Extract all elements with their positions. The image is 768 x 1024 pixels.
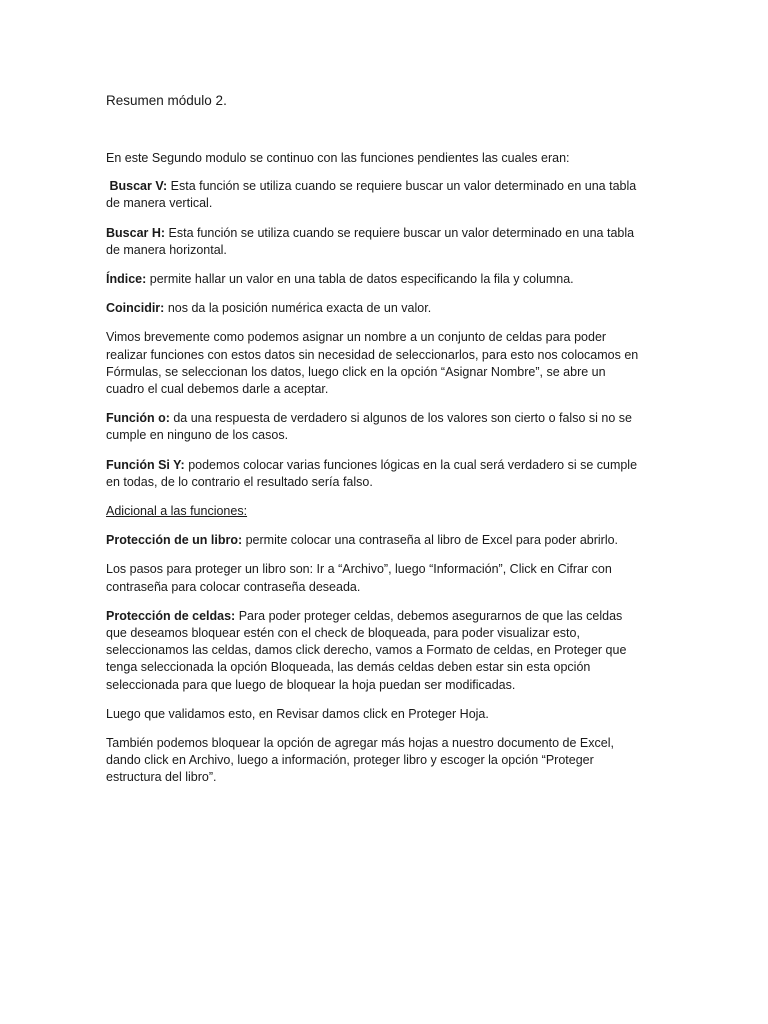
buscar-v-paragraph [106, 178, 646, 212]
coincidir-term: Coincidir: [106, 301, 165, 316]
indice-text: permite hallar un valor en una tabla de datos especificando la fila y columna. [146, 272, 574, 287]
funcion-si-y-term: Función Si Y: [106, 457, 185, 472]
buscar-v-text: Esta función se utiliza cuando se requiere buscar un valor determinado en una tabla de manera vertical. [106, 179, 637, 211]
funcion-o-term: Función o: [106, 411, 170, 426]
additional-heading: Adicional a las funciones: [106, 504, 248, 519]
structure-paragraph: También podemos bloquear la opción de agregar más hojas a nuestro documento de Excel, dando click en Archivo, luego a información, proteger libro y escoger la opción “Proteger estructura del libro”. [106, 736, 614, 785]
funcion-o-text: da una respuesta de verdadero si algunos de los valores son cierto o falso si no se cumple en ninguno de los casos. [106, 411, 632, 443]
intro-paragraph: En este Segundo modulo se continuo con las funciones pendientes las cuales eran: [106, 151, 570, 165]
book-protection-text: permite colocar una contraseña al libro de Excel para poder abrirlo. [242, 533, 619, 548]
funcion-o-paragraph [106, 410, 646, 444]
indice-term: Índice: [106, 272, 147, 287]
coincidir-paragraph [106, 300, 646, 317]
steps-paragraph: Los pasos para proteger un libro son: Ir a “Archivo”, luego “Información”, Click en Cifrar con contraseña para colocar contraseña deseada. [106, 562, 612, 594]
buscar-v-term: Buscar V: [109, 179, 168, 194]
cell-protection-term: Protección de celdas: [106, 608, 236, 623]
document-title: Resumen módulo 2. [106, 93, 227, 108]
coincidir-text: nos da la posición numérica exacta de un valor. [164, 301, 432, 316]
buscar-h-term: Buscar H: [106, 225, 166, 240]
buscar-h-text: Esta función se utiliza cuando se requiere buscar un valor determinado en una tabla de manera horizontal. [106, 225, 635, 257]
document-body [106, 150, 646, 799]
review-paragraph: Luego que validamos esto, en Revisar damos click en Proteger Hoja. [106, 706, 489, 721]
names-paragraph: Vimos brevemente como podemos asignar un nombre a un conjunto de celdas para poder realizar funciones con estos datos sin necesidad de seleccionarlos, para esto nos colocamos en Fórmulas, se seleccionan los datos, luego click en la opción “Asignar Nombre”, se abre un cuadro el cual debemos darle a aceptar. [106, 330, 639, 397]
book-protection-paragraph [106, 532, 646, 549]
indice-paragraph [106, 271, 646, 288]
cell-protection-paragraph [106, 608, 646, 694]
cell-protection-text: Para poder proteger celdas, debemos asegurarnos de que las celdas que deseamos bloquear estén con el check de bloqueada, para poder visualizar esto, seleccionamos las celdas, damos click derecho, vamos a Formato de celdas, en Proteger que tenga seleccionada la opción Bloqueada, las demás celdas deben estar sin esta opción seleccionada para que luego de bloquear la hoja puedan ser modificadas. [106, 608, 627, 692]
book-protection-term: Protección de un libro: [106, 533, 243, 548]
buscar-h-paragraph [106, 225, 646, 259]
funcion-si-y-text: podemos colocar varias funciones lógicas en la cual será verdadero si se cumple en todas, de lo contrario el resultado sería falso. [106, 457, 638, 489]
funcion-si-y-paragraph [106, 457, 646, 491]
